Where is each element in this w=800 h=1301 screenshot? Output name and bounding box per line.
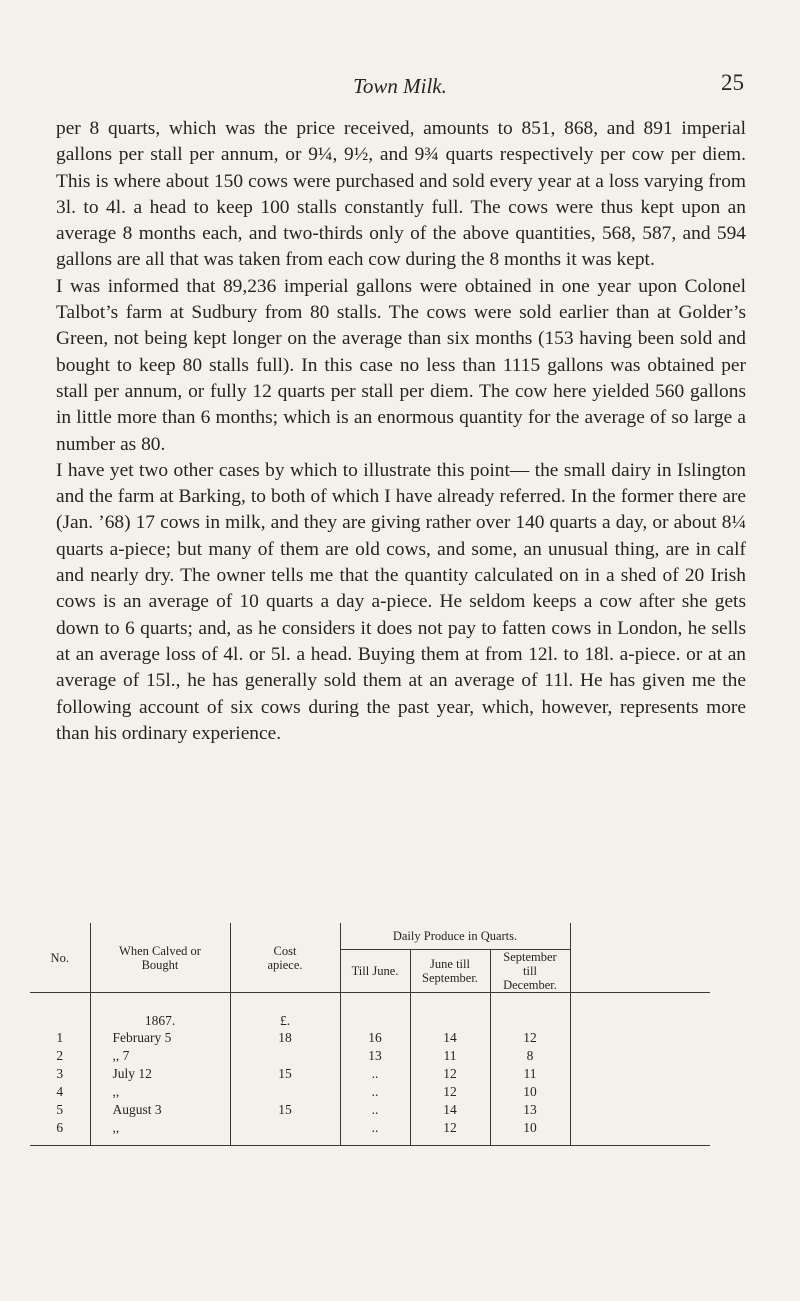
empty-cell <box>340 1137 410 1146</box>
page-header <box>56 70 744 100</box>
cell-till-june: 13 <box>340 1047 410 1065</box>
cell-june-sept: 12 <box>410 1083 490 1101</box>
paragraph: per 8 quarts, which was the price received, amounts to 851, 868, and 891 imperial gallons per stall per annum, or 9¼, 9½, and 9¾ quarts respectively per cow per diem. This is where about 150 cows were purchased and sold every year at a loss varying from 3l. to 4l. a head to keep 100 stalls constantly full. The cows were thus kept upon an average 8 months each, and two-thirds only of the above quantities, 568, 587, and 594 gallons are all that was taken from each cow during the 8 months it was kept. <box>56 118 746 271</box>
header-blank <box>570 923 710 993</box>
cell-sept-dec: 11 <box>490 1065 570 1083</box>
table-body <box>30 1029 710 1137</box>
cell-till-june: .. <box>340 1065 410 1083</box>
cell-sept-dec: 12 <box>490 1029 570 1047</box>
cell-cost: 15 <box>230 1065 340 1083</box>
cell-cost: 15 <box>230 1101 340 1119</box>
empty-cell <box>570 1119 710 1137</box>
cell-when: February 5 <box>90 1029 230 1047</box>
cell-till-june: .. <box>340 1119 410 1137</box>
paragraph: I was informed that 89,236 imperial gallons were obtained in one year upon Colonel Talbot’s farm at Sudbury from 80 stalls. The cows were sold earlier than at Golder’s Green, not being kept longer on the average than six months (153 having been sold and bought to keep 80 stalls full). In this case no less than 1115 gallons was obtained per stall per annum, or fully 12 quarts per stall per diem. The cow here yielded 560 gallons in little more than 6 months; which is an enormous quantity for the average of so large a number as 80. <box>56 275 746 455</box>
cell-june-sept: 14 <box>410 1029 490 1047</box>
cell-no: 4 <box>56 1084 64 1099</box>
cell-june-sept: 11 <box>410 1047 490 1065</box>
cell-cost <box>230 1047 340 1065</box>
cell-cost <box>230 1119 340 1137</box>
table-row <box>30 1029 710 1047</box>
empty-cell <box>570 1047 710 1065</box>
cell-sept-dec: 10 <box>490 1083 570 1101</box>
header-till-june: Till June. <box>340 950 410 993</box>
currency-label: £. <box>230 993 340 1030</box>
header-sept-dec: September till December. <box>490 950 570 993</box>
empty-cell <box>90 1137 230 1146</box>
header-daily-produce: Daily Produce in Quarts. <box>340 923 570 950</box>
empty-cell <box>490 993 570 1030</box>
header-no: No. <box>30 923 90 993</box>
empty-cell <box>490 1137 570 1146</box>
table-row <box>30 1047 710 1065</box>
empty-cell <box>410 993 490 1030</box>
cell-june-sept: 12 <box>410 1065 490 1083</box>
header-june-sept: June till September. <box>410 950 490 993</box>
cell-when: ,, <box>90 1119 230 1137</box>
empty-cell <box>230 1137 340 1146</box>
empty-cell <box>410 1137 490 1146</box>
cell-cost: 18 <box>230 1029 340 1047</box>
page-number: 25 <box>721 70 744 95</box>
cell-june-sept: 12 <box>410 1119 490 1137</box>
cell-sept-dec: 13 <box>490 1101 570 1119</box>
cow-produce-table <box>30 923 770 1146</box>
cell-till-june: .. <box>340 1101 410 1119</box>
cell-sept-dec: 10 <box>490 1119 570 1137</box>
empty-cell <box>570 1065 710 1083</box>
cell-no: 1 <box>56 1030 64 1045</box>
running-title: Town Milk. <box>353 74 447 98</box>
header-when: When Calved or Bought <box>90 923 230 993</box>
cell-no: 3 <box>56 1066 64 1081</box>
body-text <box>56 116 746 747</box>
cell-when: ,, 7 <box>90 1047 230 1065</box>
empty-cell <box>340 993 410 1030</box>
empty-cell <box>570 1083 710 1101</box>
table-row <box>30 1119 710 1137</box>
empty-cell <box>570 1101 710 1119</box>
cell-june-sept: 14 <box>410 1101 490 1119</box>
cell-till-june: .. <box>340 1083 410 1101</box>
table-row <box>30 1065 710 1083</box>
table-row <box>30 1083 710 1101</box>
empty-cell <box>570 1029 710 1047</box>
cell-sept-dec: 8 <box>490 1047 570 1065</box>
header-cost: Cost apiece. <box>230 923 340 993</box>
cell-till-june: 16 <box>340 1029 410 1047</box>
cell-no: 2 <box>56 1048 64 1063</box>
table-row <box>30 1101 710 1119</box>
empty-cell <box>570 993 710 1030</box>
empty-cell <box>570 1137 710 1146</box>
cell-no: 6 <box>56 1120 64 1135</box>
empty-cell <box>30 1137 90 1146</box>
year-label: 1867. <box>90 993 230 1030</box>
cell-no: 5 <box>56 1102 64 1117</box>
cell-when: July 12 <box>90 1065 230 1083</box>
cell-when: August 3 <box>90 1101 230 1119</box>
paragraph: I have yet two other cases by which to illustrate this point— the small dairy in Islington and the farm at Barking, to both of which I have already referred. In the former there are (Jan. ’68) 17 cows in milk, and they are giving rather over 140 quarts a day, or about 8¼ quarts a-piece; but many of them are old cows, and some, an unusual thing, are in calf and nearly dry. The owner tells me that the quantity calculated on in a shed of 20 Irish cows is an average of 10 quarts a day a-piece. He seldom keeps a cow after she gets down to 6 quarts; and, as he considers it does not pay to fatten cows in London, he sells at an average loss of 4l. or 5l. a head. Buying them at from 12l. to 18l. a-piece. or at an average of 15l., he has generally sold them at an average of 11l. He has given me the following account of six cows during the past year, which, however, represents more than his ordinary experience. <box>56 459 746 744</box>
empty-cell <box>30 993 90 1030</box>
cell-cost <box>230 1083 340 1101</box>
cell-when: ,, <box>90 1083 230 1101</box>
